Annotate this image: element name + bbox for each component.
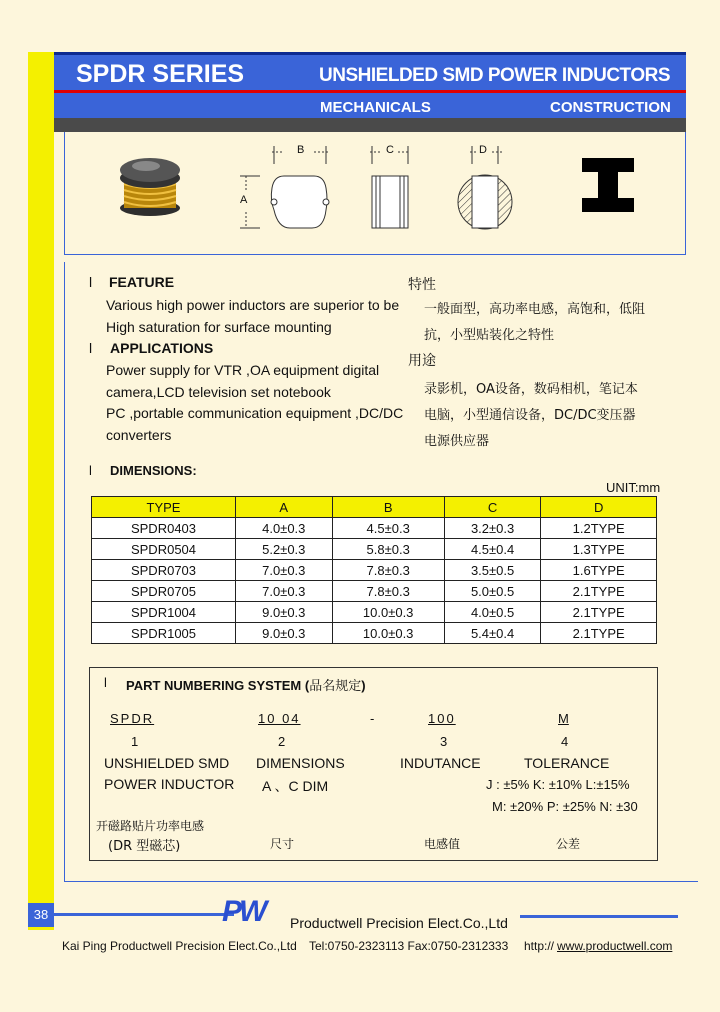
dim-label-d: D (479, 144, 487, 156)
field-1-label-a: UNSHIELDED SMD (104, 755, 230, 771)
cell-a: 4.0±0.3 (235, 518, 332, 539)
cell-b: 10.0±0.3 (332, 623, 444, 644)
field-number-1: 1 (131, 734, 139, 749)
field-3-cn-label: 电感值 (424, 837, 461, 851)
cell-b: 7.8±0.3 (332, 581, 444, 602)
field-number-3: 3 (440, 734, 448, 749)
cell-c: 4.5±0.4 (444, 539, 541, 560)
code-dash: - (370, 711, 375, 726)
cell-b: 4.5±0.3 (332, 518, 444, 539)
cell-a: 7.0±0.3 (235, 560, 332, 581)
cell-d: 2.1TYPE (541, 602, 657, 623)
feature-heading: FEATURE (109, 274, 175, 290)
applications-cn-line-3: 电源供应器 (424, 434, 490, 449)
cell-c: 5.4±0.4 (444, 623, 541, 644)
footer-address: Kai Ping Productwell Precision Elect.Co.,Ltd (62, 939, 297, 953)
code-dimensions: 10 04 (258, 711, 301, 726)
cell-d: 1.2TYPE (541, 518, 657, 539)
col-header-d: D (541, 497, 657, 518)
table-row (92, 560, 657, 581)
field-1-cn-label: 开磁路贴片功率电感 (96, 819, 205, 833)
footer-phone: Tel:0750-2323113 Fax:0750-2312333 (309, 939, 509, 953)
cell-type: SPDR0504 (92, 539, 236, 560)
field-2-sublabel: A 、C DIM (262, 778, 329, 794)
header-red-rule (54, 90, 686, 93)
cell-type: SPDR0703 (92, 560, 236, 581)
feature-cn-heading: 特性 (408, 277, 436, 293)
cell-type: SPDR1005 (92, 623, 236, 644)
feature-cn-line-1: 一般面型，高功率电感，高饱和，低阻 (424, 302, 646, 317)
field-1-cn-sublabel: (DR 型磁芯) (108, 839, 181, 854)
construction-label: CONSTRUCTION (550, 99, 671, 116)
mechanicals-label: MECHANICALS (320, 99, 431, 116)
part-numbering-heading-cn: 品名规定 (309, 679, 362, 694)
dimension-drawing-a-b (238, 140, 348, 240)
series-title: SPDR SERIES (76, 60, 245, 88)
cell-d: 1.6TYPE (541, 560, 657, 581)
table-row (92, 539, 657, 560)
cell-b: 10.0±0.3 (332, 602, 444, 623)
footer-rule-right (520, 915, 678, 918)
feature-bullet: l (89, 274, 93, 290)
cell-c: 3.5±0.5 (444, 560, 541, 581)
cell-a: 9.0±0.3 (235, 623, 332, 644)
cell-a: 7.0±0.3 (235, 581, 332, 602)
table-row (92, 581, 657, 602)
header-top-rule (54, 52, 686, 55)
code-tolerance: M (558, 711, 569, 726)
cell-type: SPDR0403 (92, 518, 236, 539)
unit-label: UNIT:mm (606, 480, 661, 495)
dimensions-heading: DIMENSIONS: (110, 463, 197, 478)
footer-rule-left (54, 913, 234, 916)
cell-c: 5.0±0.5 (444, 581, 541, 602)
footer-website-link[interactable]: www.productwell.com (557, 939, 673, 953)
applications-bullet: l (89, 340, 93, 356)
cell-type: SPDR0705 (92, 581, 236, 602)
cell-d: 2.1TYPE (541, 623, 657, 644)
field-4-cn-label: 公差 (556, 837, 581, 851)
cell-a: 9.0±0.3 (235, 602, 332, 623)
part-numbering-heading-en: PART NUMBERING SYSTEM ( (126, 678, 310, 693)
footer-http-prefix: http:// (524, 939, 555, 953)
cell-a: 5.2±0.3 (235, 539, 332, 560)
field-2-cn-label: 尺寸 (270, 837, 295, 851)
applications-line-2: camera,LCD television set notebook (106, 384, 331, 400)
table-row (92, 623, 657, 644)
cell-c: 3.2±0.3 (444, 518, 541, 539)
field-number-4: 4 (561, 734, 569, 749)
col-header-b: B (332, 497, 444, 518)
applications-cn-line-2: 电脑，小型通信设备，DC/DC变压器 (424, 408, 636, 423)
col-header-a: A (235, 497, 332, 518)
table-header-row (92, 497, 657, 518)
construction-core-shape (580, 156, 636, 214)
col-header-c: C (444, 497, 541, 518)
applications-line-4: converters (106, 427, 172, 443)
dim-label-c: C (386, 144, 394, 156)
company-logo: PW (222, 895, 265, 928)
part-numbering-bullet: l (104, 675, 107, 690)
company-name: Productwell Precision Elect.Co.,Ltd (290, 915, 508, 931)
cell-b: 5.8±0.3 (332, 539, 444, 560)
dim-label-b: B (297, 144, 305, 156)
document-title: UNSHIELDED SMD POWER INDUCTORS (319, 65, 670, 86)
cell-d: 2.1TYPE (541, 581, 657, 602)
feature-cn-line-2: 抗，小型贴装化之特性 (424, 328, 555, 343)
field-1-label-b: POWER INDUCTOR (104, 776, 235, 792)
cell-d: 1.3TYPE (541, 539, 657, 560)
header-bottom-bar (54, 118, 686, 132)
part-numbering-heading-end: ) (361, 678, 366, 693)
code-inductance: 100 (428, 711, 456, 726)
page-number: 38 (28, 903, 54, 927)
part-numbering-heading (126, 675, 366, 694)
tolerance-codes-1: J : ±5% K: ±10% L:±15% (486, 777, 630, 792)
tolerance-codes-2: M: ±20% P: ±25% N: ±30 (492, 799, 638, 814)
cell-type: SPDR1004 (92, 602, 236, 623)
feature-line-1: Various high power inductors are superior to be (106, 297, 400, 313)
dimensions-bullet: l (89, 463, 92, 478)
field-4-label: TOLERANCE (524, 755, 610, 771)
col-header-type: TYPE (92, 497, 236, 518)
dimensions-table (91, 496, 657, 644)
dim-label-a: A (240, 194, 248, 206)
field-3-label: INDUTANCE (400, 755, 481, 771)
inductor-photo (110, 150, 190, 220)
applications-line-1: Power supply for VTR ,OA equipment digital (106, 362, 380, 378)
field-2-label: DIMENSIONS (256, 755, 345, 771)
table-row (92, 602, 657, 623)
applications-line-3: PC ,portable communication equipment ,DC/DC (106, 405, 404, 421)
cell-c: 4.0±0.5 (444, 602, 541, 623)
table-row (92, 518, 657, 539)
left-accent-strip (28, 52, 54, 930)
code-series: SPDR (110, 711, 155, 726)
cell-b: 7.8±0.3 (332, 560, 444, 581)
applications-cn-heading: 用途 (408, 353, 436, 369)
applications-heading: APPLICATIONS (110, 340, 214, 356)
feature-line-2: High saturation for surface mounting (106, 319, 332, 335)
field-number-2: 2 (278, 734, 286, 749)
applications-cn-line-1: 录影机，OA设备，数码相机，笔记本 (424, 382, 638, 397)
